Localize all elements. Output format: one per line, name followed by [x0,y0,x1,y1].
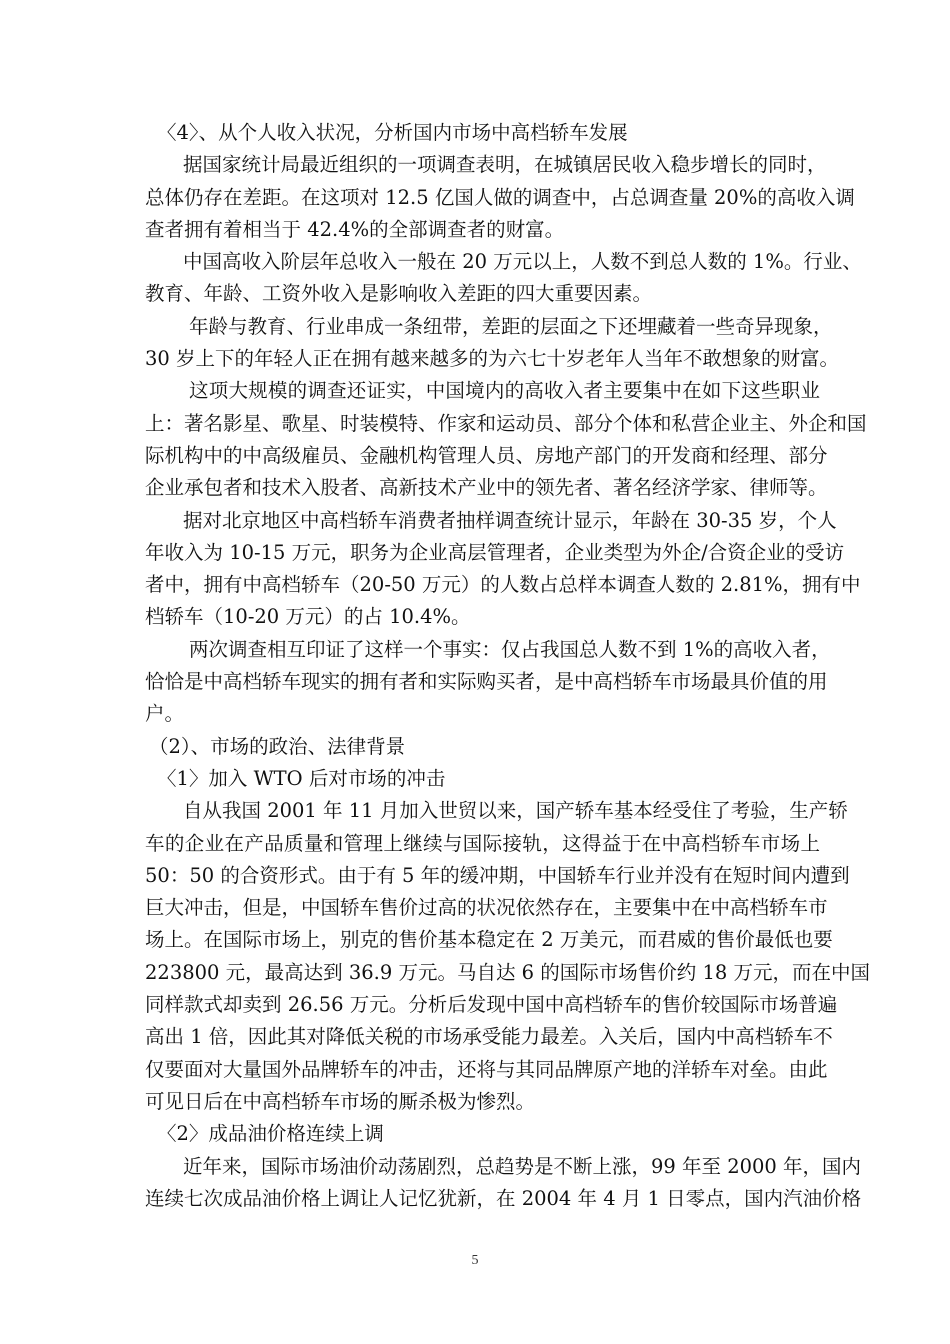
subsection-heading-oil-price: 〈2〉成品油价格连续上调 [157,1122,384,1146]
paragraph-line: 总体仍存在差距。在这项对 12.5 亿国人做的调查中，占总调查量 20%的高收入调 [145,185,855,209]
paragraph-line: 年龄与教育、行业串成一条纽带，差距的层面之下还埋藏着一些奇异现象， [189,314,833,338]
paragraph-line: 教育、年龄、工资外收入是影响收入差距的四大重要因素。 [145,282,653,306]
paragraph-line: 据国家统计局最近组织的一项调查表明，在城镇居民收入稳步增长的同时， [183,153,827,177]
paragraph-line: 两次调查相互印证了这样一个事实：仅占我国总人数不到 1%的高收入者， [189,637,831,661]
paragraph-line: 高出 1 倍，因此其对降低关税的市场承受能力最差。入关后，国内中高档轿车不 [145,1025,833,1049]
paragraph-line: 恰恰是中高档轿车现实的拥有者和实际购买者，是中高档轿车市场最具价值的用 [145,670,828,694]
paragraph-line: 巨大冲击，但是，中国轿车售价过高的状况依然存在，主要集中在中高档轿车市 [145,896,828,920]
paragraph-line: 档轿车（10-20 万元）的占 10.4%。 [145,605,471,629]
paragraph-line: 同样款式却卖到 26.56 万元。分析后发现中国中高档轿车的售价较国际市场普遍 [145,993,838,1017]
paragraph-line: 近年来，国际市场油价动荡剧烈，总趋势是不断上涨，99 年至 2000 年，国内 [183,1154,862,1178]
paragraph-line: 可见日后在中高档轿车市场的厮杀极为惨烈。 [145,1089,536,1113]
page-number: 5 [471,1253,479,1268]
subsection-heading-personal-income: 〈4〉、从个人收入状况，分析国内市场中高档轿车发展 [157,121,628,144]
paragraph-line: 50：50 的合资形式。由于有 5 年的缓冲期，中国轿车行业并没有在短时间内遭到 [145,863,850,887]
paragraph-line: 企业承包者和技术入股者、高新技术产业中的领先者、著名经济学家、律师等。 [145,476,828,500]
paragraph-line: 上：著名影星、歌星、时装模特、作家和运动员、部分个体和私营企业主、外企和国 [145,411,867,435]
paragraph-line: 场上。在国际市场上，别克的售价基本稳定在 2 万美元，而君威的售价最低也要 [145,928,833,952]
body-text [145,117,870,1215]
paragraph-line: 者中，拥有中高档轿车（20-50 万元）的人数占总样本调查人数的 2.81%，拥有中 [145,573,861,597]
paragraph-line: 223800 元，最高达到 36.9 万元。马自达 6 的国际市场售价约 18 万元，而在中国 [145,960,870,984]
paragraph-line: 自从我国 2001 年 11 月加入世贸以来，国产轿车基本经受住了考验，生产轿 [183,799,848,823]
paragraph-line: 据对北京地区中高档轿车消费者抽样调查统计显示，年龄在 30-35 岁，个人 [183,508,837,532]
paragraph-line: 际机构中的中高级雇员、金融机构管理人员、房地产部门的开发商和经理、部分 [145,443,828,467]
paragraph-line: 这项大规模的调查还证实，中国境内的高收入者主要集中在如下这些职业 [189,379,820,403]
paragraph-line: 查者拥有着相当于 42.4%的全部调查者的财富。 [145,217,565,241]
paragraph-line: 仅要面对大量国外品牌轿车的冲击，还将与其同品牌原产地的洋轿车对垒。由此 [145,1057,828,1081]
section-heading-political-legal: （2）、市场的政治、法律背景 [149,734,406,758]
paragraph-line: 中国高收入阶层年总收入一般在 20 万元以上，人数不到总人数的 1%。行业、 [183,250,862,274]
paragraph-line: 户。 [145,702,185,726]
subsection-heading-wto: 〈1〉加入 WTO 后对市场的冲击 [157,766,446,790]
paragraph-line: 30 岁上下的年轻人正在拥有越来越多的为六七十岁老年人当年不敢想象的财富。 [145,347,840,371]
paragraph-line: 车的企业在产品质量和管理上继续与国际接轨，这得益于在中高档轿车市场上 [145,831,820,855]
paragraph-line: 连续七次成品油价格上调让人记忆犹新，在 2004 年 4 月 1 日零点，国内汽油价格 [145,1186,862,1210]
paragraph-line: 年收入为 10-15 万元，职务为企业高层管理者，企业类型为外企/合资企业的受访 [145,540,845,564]
